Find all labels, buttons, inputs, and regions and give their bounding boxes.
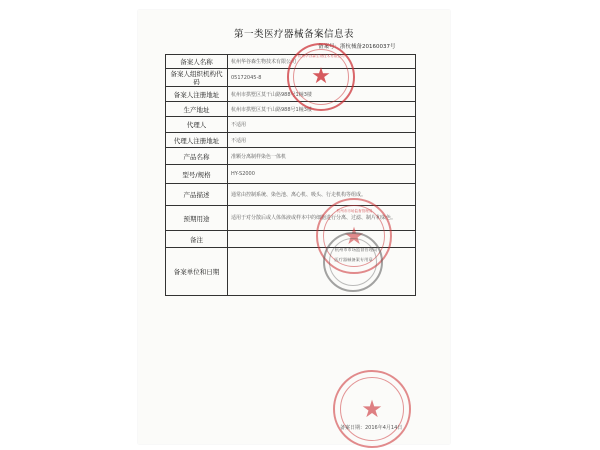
row-label-filing-unit-date: 备案单位和日期 bbox=[166, 248, 228, 296]
seal-caption-line-1: 杭州市市场监督管理局 bbox=[334, 247, 378, 253]
row-label-filer-name: 备案人名称 bbox=[166, 55, 228, 69]
row-value-org-code: 05172045-8 bbox=[228, 69, 416, 87]
row-value-registered-address: 杭州市拱墅区莫干山路988号1幢3楼 bbox=[228, 87, 416, 102]
document-title: 第一类医疗器械备案信息表 bbox=[233, 29, 354, 40]
company-seal-stamp bbox=[287, 43, 355, 111]
row-label-model: 型号/规格 bbox=[166, 165, 228, 184]
row-label-org-code: 备案人组织机构代码 bbox=[166, 69, 228, 87]
seal-text: 杭州市市场监督管理局 bbox=[336, 209, 372, 214]
row-label-product-description: 产品描述 bbox=[166, 184, 228, 206]
row-label-intended-use: 预期用途 bbox=[166, 206, 228, 231]
row-label-remarks: 备注 bbox=[166, 231, 228, 248]
row-value-model: HY-S2000 bbox=[228, 165, 416, 184]
star-icon: ★ bbox=[361, 395, 383, 423]
row-value-production-address: 杭州市拱墅区莫干山路988号1幢3楼 bbox=[228, 102, 416, 117]
row-value-filer-name: 杭州华谷森生物技术有限公司 bbox=[228, 55, 416, 69]
row-label-registered-address: 备案人注册地址 bbox=[166, 87, 228, 102]
filing-date: 备案日期：2016年4月14日 bbox=[340, 425, 403, 431]
row-value-intended-use: 适用于对分散后或人体体液或样本中的细胞进行分离、过滤、制片和染色。 bbox=[228, 206, 416, 231]
row-label-product-name: 产品名称 bbox=[166, 148, 228, 165]
table-row bbox=[166, 184, 416, 206]
seal-text: 杭州华谷森生物技术有限公司 bbox=[297, 54, 345, 59]
filing-number-value: 浙杭械备20160037号 bbox=[340, 44, 396, 50]
row-label-agent: 代理人 bbox=[166, 117, 228, 133]
seal-caption-line-2: 医疗器械备案专用章 bbox=[334, 257, 373, 263]
row-value-product-name: 准颗分离制样染色一体机 bbox=[228, 148, 416, 165]
star-icon: ★ bbox=[311, 64, 331, 89]
row-value-agent: 不适用 bbox=[228, 117, 416, 133]
table-row bbox=[166, 148, 416, 165]
star-icon: ★ bbox=[343, 222, 365, 250]
table-row bbox=[166, 133, 416, 148]
row-label-agent-address: 代理人注册地址 bbox=[166, 133, 228, 148]
row-value-agent-address: 不适用 bbox=[228, 133, 416, 148]
row-value-product-description: 通常由控制系统、染色池、离心机、吸头、行走机构等组成。 bbox=[228, 184, 416, 206]
filing-number-label: 备案号： bbox=[318, 44, 341, 50]
row-label-production-address: 生产地址 bbox=[166, 102, 228, 117]
table-row bbox=[166, 102, 416, 117]
table-row bbox=[166, 165, 416, 184]
table-row bbox=[166, 117, 416, 133]
bottom-seal-stamp bbox=[333, 370, 411, 448]
